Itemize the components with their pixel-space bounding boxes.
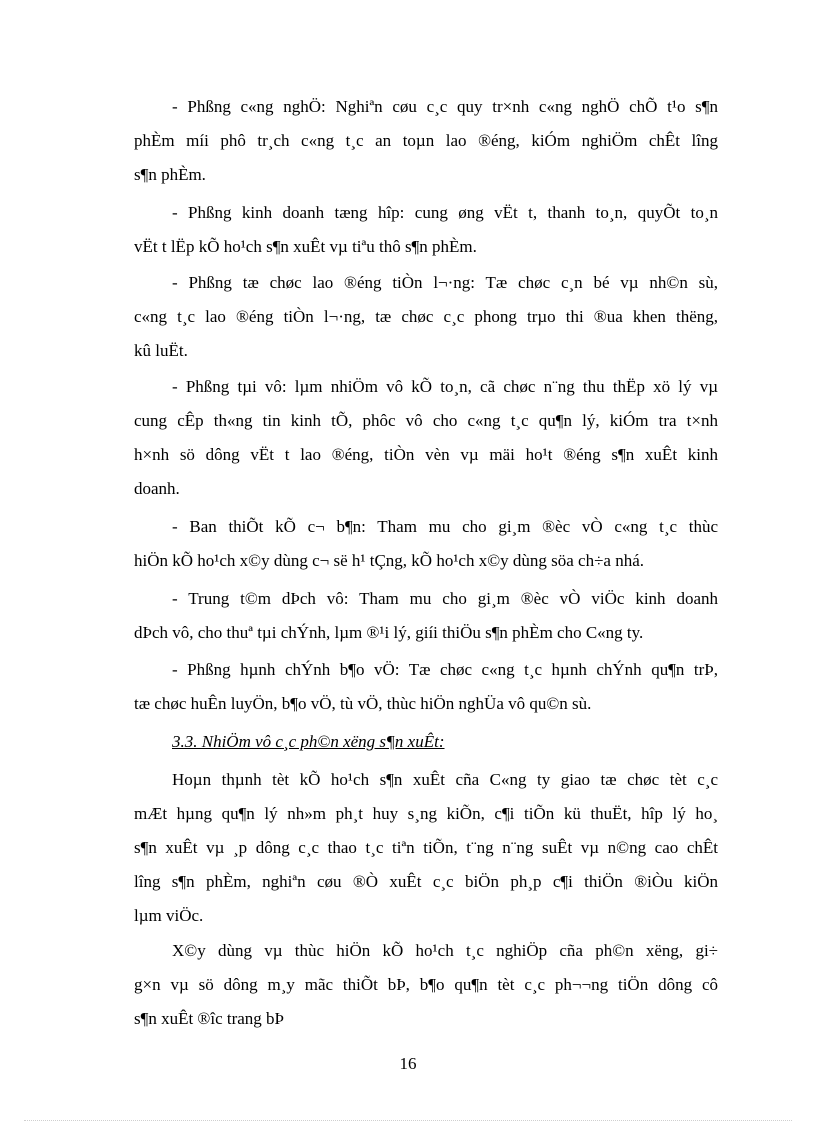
text-line: s¶n phÈm. bbox=[134, 165, 206, 184]
text-line: - Phßng c«ng nghÖ: Nghiªn cøu c¸c quy tr×nh c«ng nghÖ chÕ t¹o s¶n bbox=[172, 97, 718, 116]
text-line: h×nh sö dông vËt t lao ®éng, tiÒn vèn vµ mäi ho¹t ®éng s¶n xuÊt kinh bbox=[134, 445, 718, 464]
text-line: - Phßng tæ chøc lao ®éng tiÒn l¬·ng: Tæ chøc c¸n bé vµ nh©n sù, bbox=[172, 273, 718, 292]
page-number: 16 bbox=[399, 1054, 417, 1073]
text-line: tæ chøc huÊn luyÖn, b¶o vÖ, tù vÖ, thùc hiÖn nghÜa vô qu©n sù. bbox=[134, 694, 592, 713]
text-line: - Trung t©m dÞch vô: Tham mu cho gi¸m ®èc vÒ viÖc kinh doanh bbox=[172, 589, 718, 608]
paragraph-hanh-chinh bbox=[134, 653, 718, 721]
text-line: kû luËt. bbox=[134, 341, 188, 360]
text-line: X©y dùng vµ thùc hiÖn kÕ ho¹ch t¸c nghiÖp cña ph©n xëng, gi÷ bbox=[172, 941, 718, 960]
text-line: s¶n xuÊt ®îc trang bÞ bbox=[134, 1009, 284, 1028]
text-line: Hoµn thµnh tèt kÕ ho¹ch s¶n xuÊt cña C«ng ty giao tæ chøc tèt c¸c bbox=[172, 770, 718, 789]
text-line: - Phßng kinh doanh tæng hîp: cung øng vËt t, thanh to¸n, quyÕt to¸n bbox=[172, 203, 718, 222]
footer-divider bbox=[24, 1120, 792, 1121]
paragraph-hoan-thanh bbox=[134, 763, 718, 933]
text-line: dÞch vô, cho thuª tµi chÝnh, lµm ®¹i lý, giíi thiÖu s¶n phÈm cho C«ng ty. bbox=[134, 623, 644, 642]
text-line: hiÖn kÕ ho¹ch x©y dùng c¬ së h¹ tÇng, kÕ ho¹ch x©y dùng söa ch÷a nhá. bbox=[134, 551, 644, 570]
paragraph-tai-vu bbox=[134, 370, 718, 506]
paragraph-dich-vu bbox=[134, 582, 718, 650]
text-line: lîng s¶n phÈm, nghiªn cøu ®Ò xuÊt c¸c biÖn ph¸p c¶i thiÖn ®iÒu kiÖn bbox=[134, 872, 718, 891]
text-line: c«ng t¸c lao ®éng tiÒn l¬·ng, tæ chøc c¸c phong trµo thi ®ua khen thëng, bbox=[134, 307, 718, 326]
paragraph-kinh-doanh bbox=[134, 196, 718, 264]
paragraph-lao-dong bbox=[134, 266, 718, 368]
text-line: cung cÊp th«ng tin kinh tÕ, phôc vô cho c«ng t¸c qu¶n lý, kiÓm tra t×nh bbox=[134, 411, 718, 430]
text-line: mÆt hµng qu¶n lý nh»m ph¸t huy s¸ng kiÕn, c¶i tiÕn kü thuËt, hîp lý ho¸ bbox=[134, 804, 718, 823]
text-line: phÈm míi phô tr¸ch c«ng t¸c an toµn lao ®éng, kiÓm nghiÖm chÊt lîng bbox=[134, 131, 718, 150]
paragraph-xay-dung bbox=[134, 934, 718, 1036]
text-line: - Ban thiÕt kÕ c¬ b¶n: Tham mu cho gi¸m ®èc vÒ c«ng t¸c thùc bbox=[172, 517, 718, 536]
paragraph-thiet-ke bbox=[134, 510, 718, 578]
text-line: - Phßng hµnh chÝnh b¶o vÖ: Tæ chøc c«ng t¸c hµnh chÝnh qu¶n trÞ, bbox=[172, 660, 718, 679]
text-line: - Phßng tµi vô: lµm nhiÖm vô kÕ to¸n, cã chøc n¨ng thu thËp xö lý vµ bbox=[172, 377, 718, 396]
section-heading: 3.3. NhiÖm vô c¸c ph©n xëng s¶n xuÊt: bbox=[172, 732, 445, 751]
text-line: g×n vµ sö dông m¸y mãc thiÕt bÞ, b¶o qu¶n tèt c¸c ph¬¬ng tiÖn dông cô bbox=[134, 975, 718, 994]
text-line: vËt t lËp kÕ ho¹ch s¶n xuÊt vµ tiªu thô s¶n phÈm. bbox=[134, 237, 477, 256]
paragraph-cong-nghe bbox=[134, 90, 718, 192]
text-line: doanh. bbox=[134, 479, 180, 498]
text-line: lµm viÖc. bbox=[134, 906, 204, 925]
text-line: s¶n xuÊt vµ ¸p dông c¸c thao t¸c tiªn tiÕn, t¨ng n¨ng suÊt vµ n©ng cao chÊt bbox=[134, 838, 718, 857]
